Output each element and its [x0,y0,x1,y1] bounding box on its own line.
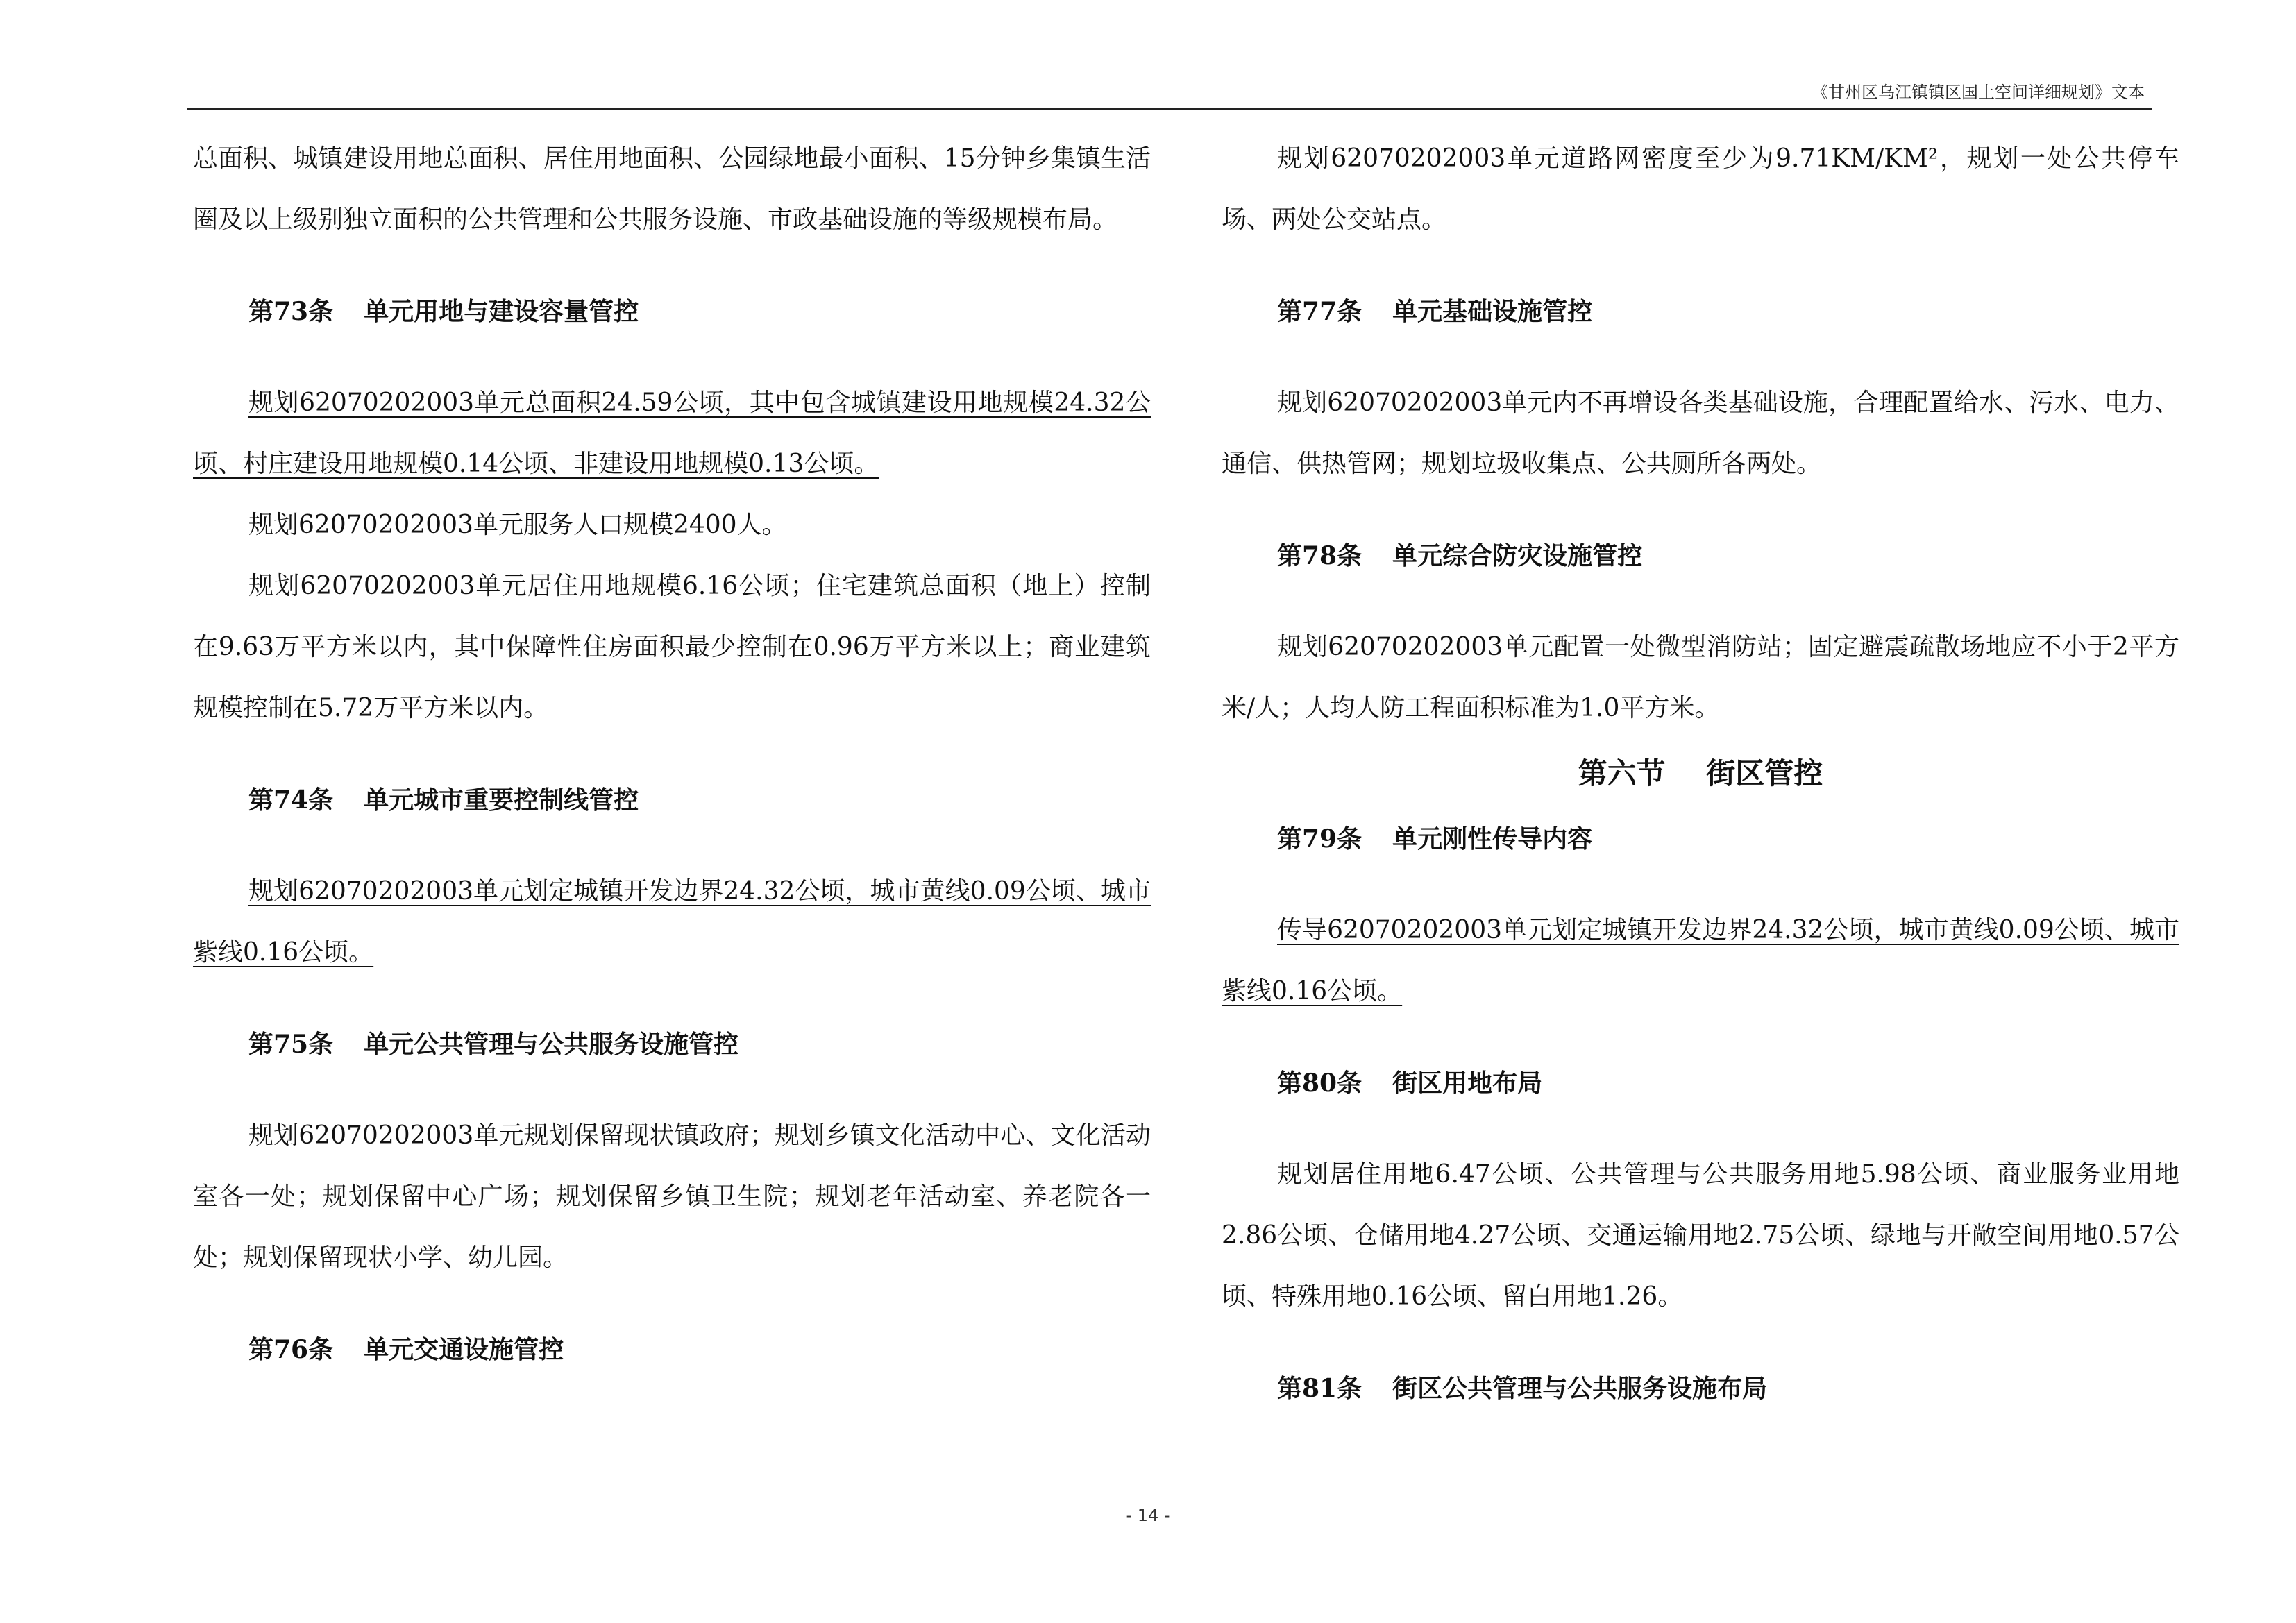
right-column [1222,128,2179,1419]
article-81-title: 街区公共管理与公共服务设施布局 [1392,1374,1768,1403]
article-77-heading [1222,281,2179,342]
article-73-heading [193,281,1151,342]
article-76-number: 第76条 [248,1335,334,1364]
page-header [187,82,2152,110]
article-78-title: 单元综合防灾设施管控 [1392,541,1643,570]
paragraph-77-1: 规划62070202003单元内不再增设各类基础设施，合理配置给水、污水、电力、通信、供热管网；规划垃圾收集点、公共厕所各两处。 [1222,389,2179,478]
article-75-title: 单元公共管理与公共服务设施管控 [364,1030,739,1059]
paragraph-80-1: 规划居住用地6.47公顷、公共管理与公共服务用地5.98公顷、商业服务业用地2.86公顷、仓储用地4.27公顷、交通运输用地2.75公顷、绿地与开敞空间用地0.57公顷、特殊用地0.16公顷、留白用地1.26。 [1222,1160,2179,1311]
article-79-heading [1222,808,2179,869]
left-column [193,128,1151,1380]
article-81-number: 第81条 [1277,1374,1362,1403]
page-number: - 14 - [1126,1506,1170,1525]
article-76-title: 单元交通设施管控 [364,1335,564,1364]
article-75-heading [193,1014,1151,1075]
article-73-title: 单元用地与建设容量管控 [364,297,639,326]
document-title: 《甘州区乌江镇镇区国土空间详细规划》文本 [1812,83,2145,102]
paragraph-75-1: 规划62070202003单元规划保留现状镇政府；规划乡镇文化活动中心、文化活动室各一处；规划保留中心广场；规划保留乡镇卫生院；规划老年活动室、养老院各一处；规划保留现状小学、幼儿园。 [193,1121,1151,1272]
paragraph-73-3: 规划62070202003单元居住用地规模6.16公顷；住宅建筑总面积（地上）控制在9.63万平方米以内，其中保障性住房面积最少控制在0.96万平方米以上；商业建筑规模控制在5.72万平方米以内。 [193,572,1151,722]
paragraph-76-1: 规划62070202003单元道路网密度至少为9.71KM/KM²，规划一处公共停车场、两处公交站点。 [1222,144,2179,234]
article-79-title: 单元刚性传导内容 [1392,824,1593,853]
article-75-number: 第75条 [248,1030,334,1059]
paragraph-intro: 总面积、城镇建设用地总面积、居住用地面积、公园绿地最小面积、15分钟乡集镇生活圈及以上级别独立面积的公共管理和公共服务设施、市政基础设施的等级规模布局。 [193,144,1151,234]
article-78-heading [1222,525,2179,586]
article-78-number: 第78条 [1277,541,1362,570]
article-77-title: 单元基础设施管控 [1392,297,1593,326]
paragraph-73-1: 规划62070202003单元总面积24.59公顷，其中包含城镇建设用地规模24.32公顷、村庄建设用地规模0.14公顷、非建设用地规模0.13公顷。 [193,389,1151,478]
article-76-heading [193,1319,1151,1380]
paragraph-74-1: 规划62070202003单元划定城镇开发边界24.32公顷，城市黄线0.09公顷、城市紫线0.16公顷。 [193,877,1151,967]
article-79-number: 第79条 [1277,824,1362,853]
article-80-number: 第80条 [1277,1069,1362,1098]
article-74-number: 第74条 [248,785,334,815]
paragraph-73-2: 规划62070202003单元服务人口规模2400人。 [248,511,787,539]
article-77-number: 第77条 [1277,297,1362,326]
paragraph-79-1: 传导62070202003单元划定城镇开发边界24.32公顷，城市黄线0.09公顷、城市紫线0.16公顷。 [1222,916,2179,1005]
section-heading: 第六节 街区管控 [1578,756,1823,790]
article-74-title: 单元城市重要控制线管控 [364,785,639,815]
article-74-heading [193,770,1151,831]
article-80-heading [1222,1053,2179,1114]
article-73-number: 第73条 [248,297,334,326]
article-81-heading [1222,1358,2179,1419]
article-80-title: 街区用地布局 [1392,1069,1543,1098]
paragraph-78-1: 规划62070202003单元配置一处微型消防站；固定避震疏散场地应不小于2平方米/人；人均人防工程面积标准为1.0平方米。 [1222,633,2179,722]
